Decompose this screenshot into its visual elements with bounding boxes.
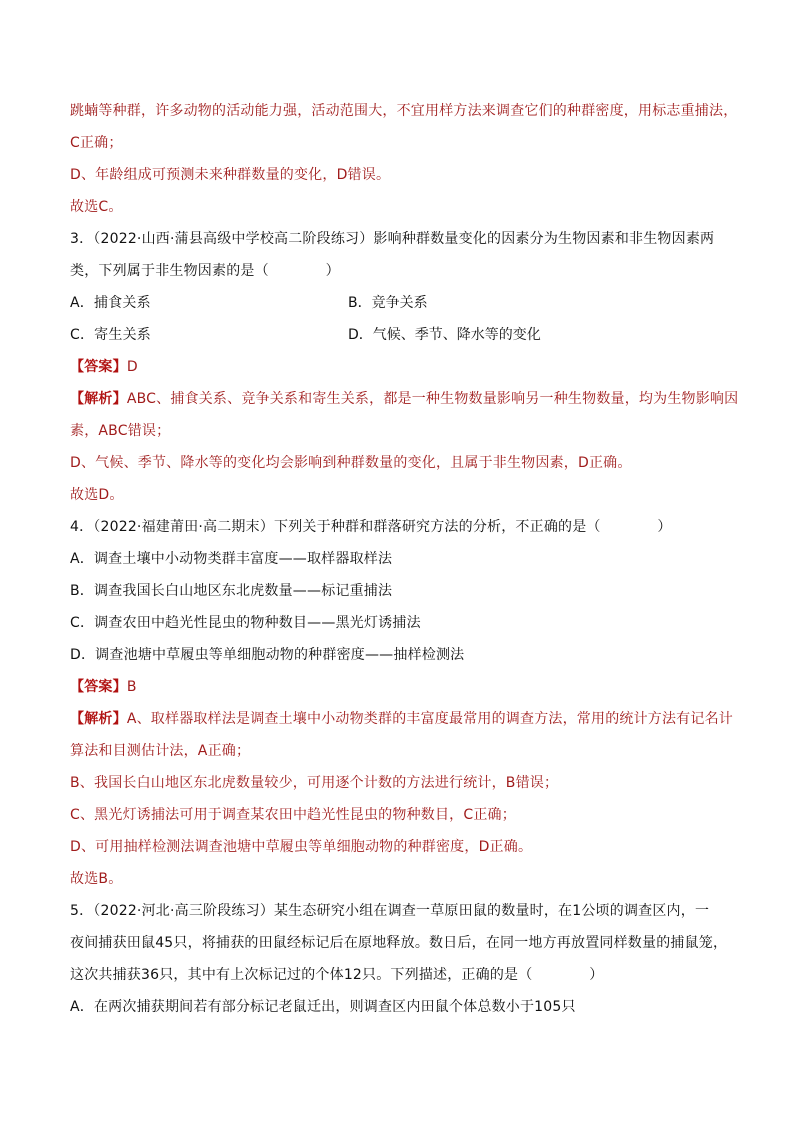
- answer-value: D: [126, 359, 138, 375]
- analysis-line: [70, 709, 733, 729]
- option-c: C．寄生关系: [70, 327, 151, 343]
- option-a: A．在两次捕获期间若有部分标记老鼠迁出，则调查区内田鼠个体总数小于105只: [70, 999, 576, 1015]
- analysis-line: 跳蝻等种群，许多动物的活动能力强，活动范围大，不宜用样方法来调查它们的种群密度，用标志重捕法，: [70, 103, 738, 119]
- answer-tag: 【答案】: [70, 679, 127, 695]
- option-b: B．竞争关系: [348, 295, 428, 311]
- analysis-line: 素，ABC错误；: [70, 423, 171, 439]
- question-stem: 类，下列属于非生物因素的是（ ）: [70, 263, 340, 279]
- answer-value: B: [126, 679, 137, 695]
- conclusion-line: 故选D。: [70, 487, 124, 503]
- analysis-tag: 【解析】: [70, 391, 127, 407]
- conclusion-line: 故选B。: [70, 871, 123, 887]
- answer-line: [70, 357, 138, 377]
- question-stem: 5．（2022·河北·高三阶段练习）某生态研究小组在调查一草原田鼠的数量时，在1公顷的调查区内，一: [70, 903, 710, 919]
- answer-tag: 【答案】: [70, 359, 127, 375]
- analysis-line: C、黑光灯诱捕法可用于调查某农田中趋光性昆虫的物种数目，C正确；: [70, 807, 516, 823]
- question-stem: 3．（2022·山西·蒲县高级中学校高二阶段练习）影响种群数量变化的因素分为生物因素和非生物因素两: [70, 231, 715, 247]
- conclusion-line: 故选C。: [70, 199, 123, 215]
- analysis-line: D、年龄组成可预测未来种群数量的变化，D错误。: [70, 167, 391, 183]
- analysis-line: B、我国长白山地区东北虎数量较少，可用逐个计数的方法进行统计，B错误；: [70, 775, 559, 791]
- question-stem: 夜间捕获田鼠45只，将捕获的田鼠经标记后在原地释放。数日后，在同一地方再放置同样数量的捕鼠笼，: [70, 935, 728, 951]
- option-b: B．调查我国长白山地区东北虎数量——标记重捕法: [70, 583, 393, 599]
- option-c: C．调查农田中趋光性昆虫的物种数目——黑光灯诱捕法: [70, 615, 421, 631]
- analysis-line: D、气候、季节、降水等的变化均会影响到种群数量的变化，且属于非生物因素，D正确。: [70, 455, 632, 471]
- option-d: D．气候、季节、降水等的变化: [348, 327, 541, 343]
- option-a: A．捕食关系: [70, 295, 151, 311]
- option-d: D．调查池塘中草履虫等单细胞动物的种群密度——抽样检测法: [70, 647, 465, 663]
- question-stem: 4．（2022·福建莆田·高二期末）下列关于种群和群落研究方法的分析，不正确的是（ ）: [70, 519, 672, 535]
- analysis-line: 算法和目测估计法，A正确；: [70, 743, 251, 759]
- option-a: A．调查土壤中小动物类群丰富度——取样器取样法: [70, 551, 393, 567]
- analysis-text: A、取样器取样法是调查土壤中小动物类群的丰富度最常用的调查方法，常用的统计方法有记名计: [126, 711, 733, 727]
- analysis-tag: 【解析】: [70, 711, 127, 727]
- analysis-line: [70, 389, 738, 409]
- analysis-line: D、可用抽样检测法调查池塘中草履虫等单细胞动物的种群密度，D正确。: [70, 839, 533, 855]
- analysis-text: ABC、捕食关系、竞争关系和寄生关系，都是一种生物数量影响另一种生物数量，均为生物影响因: [126, 391, 739, 407]
- question-stem: 这次共捕获36只，其中有上次标记过的个体12只。下列描述，正确的是（ ）: [70, 967, 604, 983]
- analysis-line: C正确；: [70, 135, 123, 151]
- answer-line: [70, 677, 137, 697]
